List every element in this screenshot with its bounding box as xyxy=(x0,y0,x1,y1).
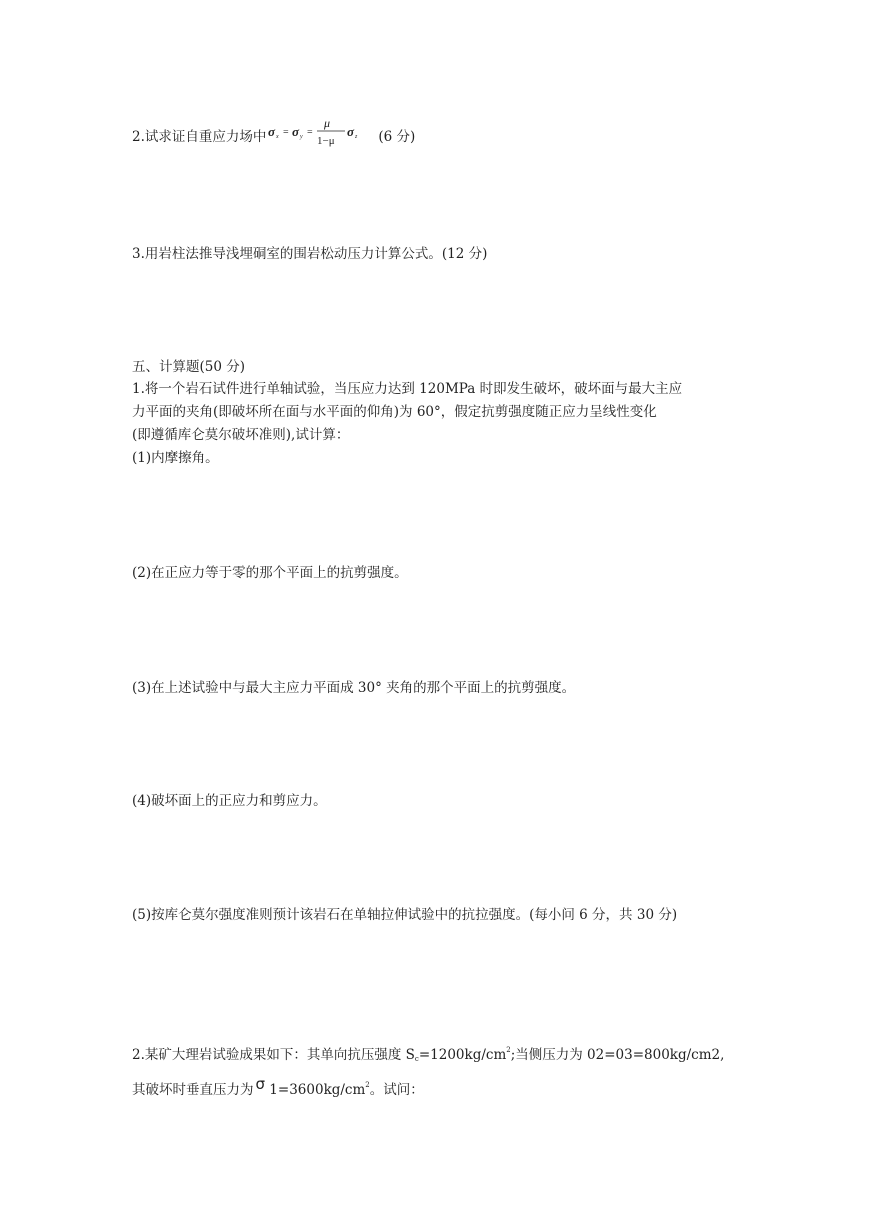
sigma-z: σ xyxy=(347,123,355,139)
stress-formula xyxy=(266,115,378,148)
mu-numerator: μ xyxy=(324,115,331,130)
question-2-text: 2.试求证自重应力场中 xyxy=(132,129,267,145)
sigma-y: σ xyxy=(292,123,300,139)
sigma-x-sub: x xyxy=(276,133,280,140)
section-5-title: 五、计算题(50 分) xyxy=(132,359,246,375)
problem-2-text-c: ;当侧压力为 02=03=800kg/cm2, xyxy=(510,1047,725,1063)
unit-superscript-2: 2 xyxy=(365,1081,370,1089)
problem-1-line-1: 1.将一个岩石试件进行单轴试验，当压应力达到 120MPa 时即发生破坏，破坏面与最大主应 xyxy=(132,381,683,397)
problem-2-text-f: 。试问： xyxy=(369,1082,424,1098)
sub-question-3: (3)在上述试验中与最大主应力平面成 30° 夹角的那个平面上的抗剪强度。 xyxy=(132,680,576,696)
question-2 xyxy=(132,115,416,148)
problem-1-line-2: 力平面的夹角(即破坏所在面与水平面的仰角)为 60°，假定抗剪强度随正应力呈线性变化 xyxy=(132,404,657,420)
problem-2-line-1 xyxy=(132,1040,724,1069)
compressive-strength-sub: c xyxy=(414,1055,419,1063)
sigma-y-sub: y xyxy=(300,133,304,140)
sigma-z-sub: z xyxy=(355,133,358,140)
unit-superscript-1: 2 xyxy=(506,1046,511,1054)
equals-1: = xyxy=(283,126,290,138)
sub-question-4: (4)破坏面上的正应力和剪应力。 xyxy=(132,793,327,809)
question-2-score: (6 分) xyxy=(378,129,416,145)
problem-2-text-b: =1200kg/cm xyxy=(418,1047,507,1063)
sub-question-1: (1)内摩擦角。 xyxy=(132,450,219,466)
problem-2-text-a: 2.某矿大理岩试验成果如下：其单向抗压强度 S xyxy=(132,1047,415,1063)
question-3: 3.用岩柱法推导浅埋硐室的围岩松动压力计算公式。(12 分) xyxy=(132,246,488,262)
sub-question-5: (5)按库仑莫尔强度准则预计该岩石在单轴拉伸试验中的抗拉强度。(每小问 6 分，共 30 分) xyxy=(132,907,678,923)
problem-2-text-e: 1=3600kg/cm xyxy=(265,1082,366,1098)
equals-2: = xyxy=(307,126,314,138)
sigma-x: σ xyxy=(268,123,276,139)
problem-2-line-2 xyxy=(132,1074,424,1100)
sigma-symbol: σ xyxy=(255,1075,266,1093)
problem-2-text-d: 其破坏时垂直压力为 xyxy=(132,1082,254,1098)
problem-1-line-3: (即遵循库仑莫尔破坏准则),试计算： xyxy=(132,427,350,443)
sub-question-2: (2)在正应力等于零的那个平面上的抗剪强度。 xyxy=(132,565,408,581)
mu-denominator: 1−μ xyxy=(317,134,335,147)
